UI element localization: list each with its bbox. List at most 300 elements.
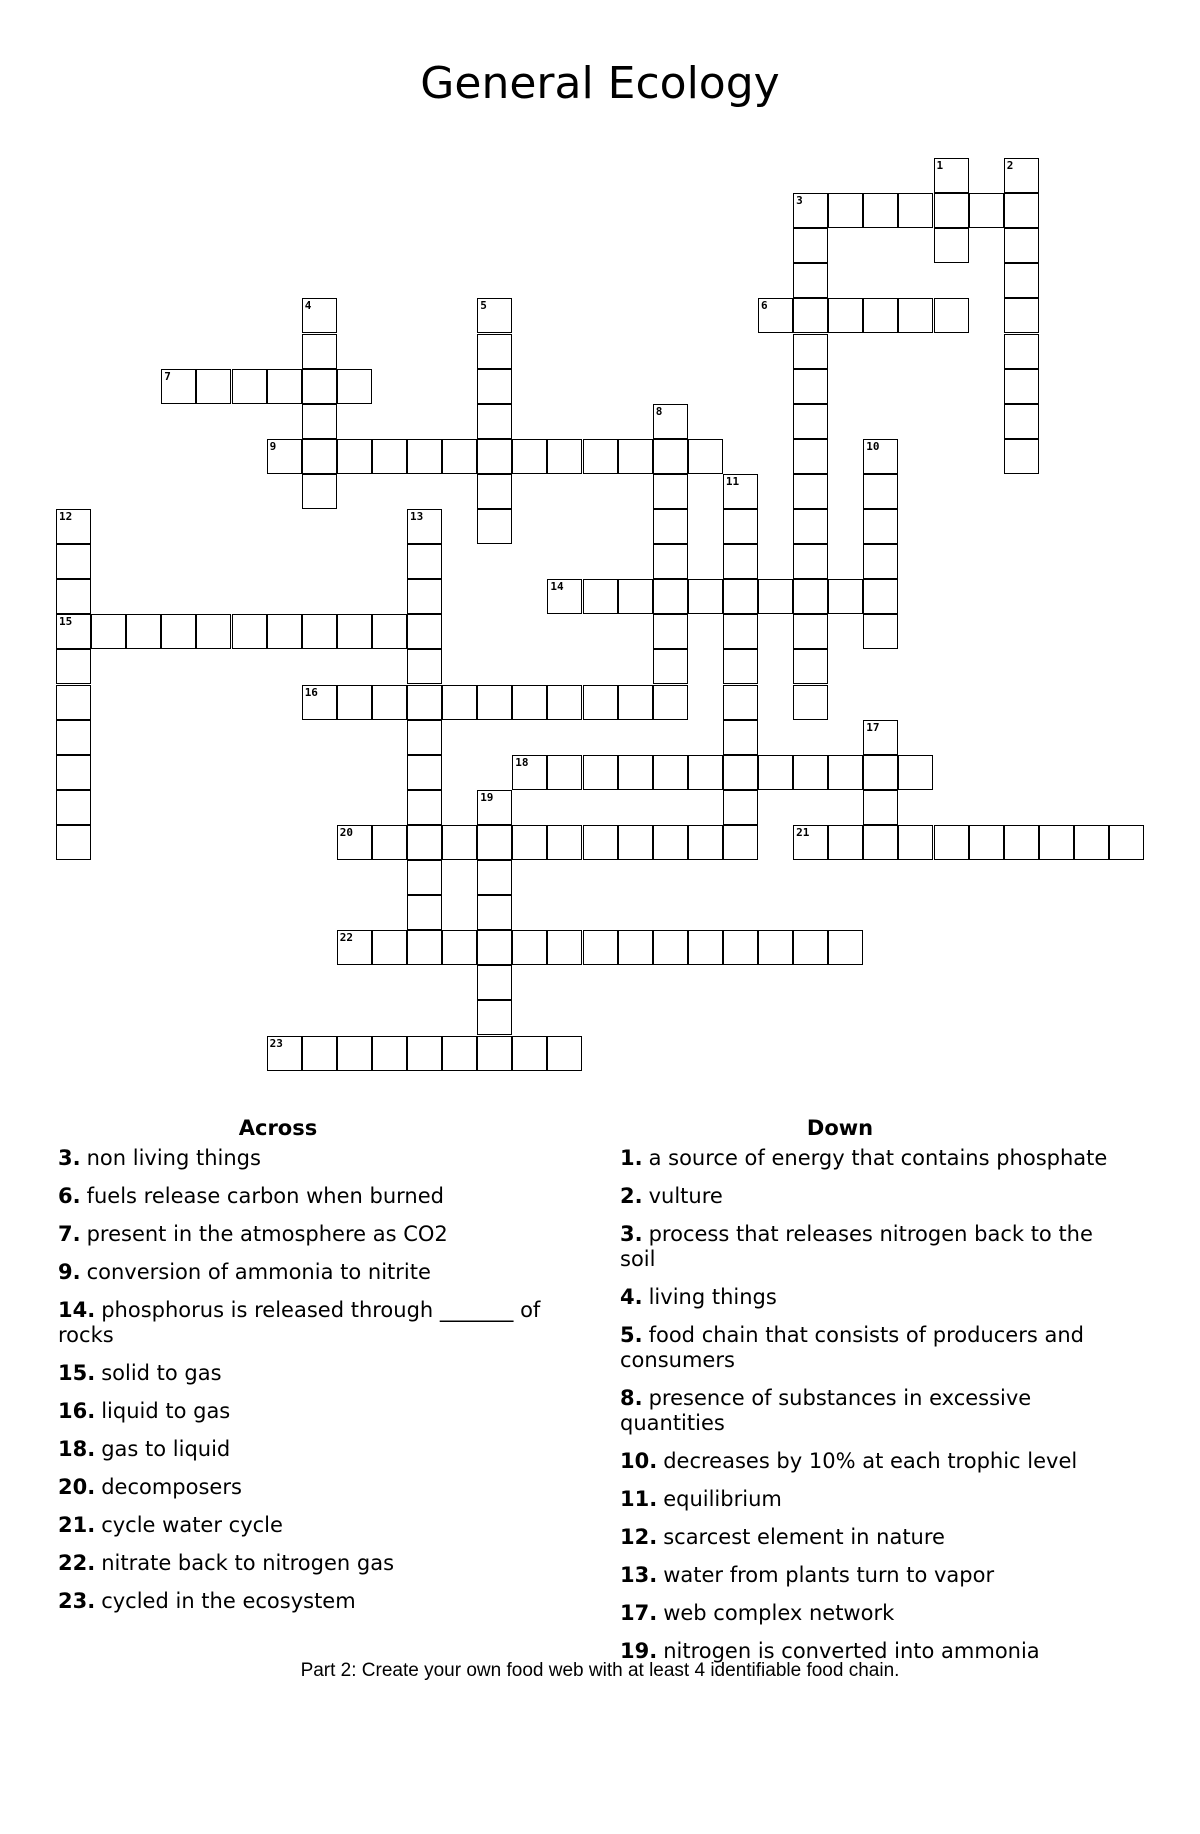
down-clues bbox=[620, 1116, 1130, 1677]
grid-cell[interactable] bbox=[898, 755, 933, 790]
clue-num: 1. bbox=[620, 1146, 643, 1170]
grid-cell[interactable] bbox=[688, 439, 723, 474]
grid-cell[interactable] bbox=[56, 614, 91, 649]
grid-cell[interactable] bbox=[863, 579, 898, 614]
grid-cell[interactable] bbox=[196, 614, 231, 649]
grid-cell[interactable] bbox=[477, 965, 512, 1000]
clue-num: 15. bbox=[58, 1361, 96, 1385]
grid-cell[interactable] bbox=[477, 439, 512, 474]
grid-cell[interactable] bbox=[793, 369, 828, 404]
grid-cell[interactable] bbox=[863, 439, 898, 474]
clue-num: 13. bbox=[620, 1563, 658, 1587]
grid-cell[interactable] bbox=[723, 755, 758, 790]
clue-text: living things bbox=[648, 1285, 777, 1309]
grid-cell[interactable] bbox=[653, 649, 688, 684]
grid-cell[interactable] bbox=[934, 825, 969, 860]
grid-cell[interactable] bbox=[547, 439, 582, 474]
clue-number: 13 bbox=[410, 510, 424, 523]
grid-cell[interactable] bbox=[828, 298, 863, 333]
grid-cell[interactable] bbox=[618, 930, 653, 965]
down-clue bbox=[620, 1285, 1120, 1310]
grid-cell[interactable] bbox=[407, 509, 442, 544]
grid-cell[interactable] bbox=[1004, 228, 1039, 263]
clue-number: 14 bbox=[550, 580, 564, 594]
grid-cell[interactable] bbox=[863, 298, 898, 333]
grid-cell[interactable] bbox=[267, 614, 302, 649]
clue-num: 8. bbox=[620, 1386, 643, 1410]
clue-text: presence of substances in excessive quantities bbox=[620, 1386, 1032, 1435]
grid-cell[interactable] bbox=[161, 614, 196, 649]
grid-cell[interactable] bbox=[1004, 158, 1039, 193]
page-title: General Ecology bbox=[420, 58, 780, 109]
grid-cell[interactable] bbox=[758, 930, 793, 965]
across-clue bbox=[58, 1298, 558, 1348]
clue-text: food chain that consists of producers and consumers bbox=[620, 1323, 1084, 1372]
down-clue bbox=[620, 1563, 1120, 1588]
clue-text: a source of energy that contains phosphate bbox=[648, 1146, 1108, 1170]
across-clue bbox=[58, 1437, 558, 1462]
grid-cell[interactable] bbox=[56, 755, 91, 790]
clue-num: 16. bbox=[58, 1399, 96, 1423]
grid-cell[interactable] bbox=[477, 895, 512, 930]
grid-cell[interactable] bbox=[898, 298, 933, 333]
grid-cell[interactable] bbox=[407, 439, 442, 474]
clue-number: 21 bbox=[796, 825, 810, 839]
grid-cell[interactable] bbox=[793, 544, 828, 579]
grid-cell[interactable] bbox=[547, 825, 582, 860]
grid-cell[interactable] bbox=[934, 193, 969, 228]
grid-cell[interactable] bbox=[372, 439, 407, 474]
grid-cell[interactable] bbox=[863, 790, 898, 825]
grid-cell[interactable] bbox=[512, 439, 547, 474]
grid-cell[interactable] bbox=[126, 614, 161, 649]
grid-cell[interactable] bbox=[547, 930, 582, 965]
down-clue bbox=[620, 1386, 1120, 1436]
grid-cell[interactable] bbox=[512, 755, 547, 790]
grid-cell[interactable] bbox=[723, 685, 758, 720]
clue-number: 4 bbox=[304, 299, 312, 313]
grid-cell[interactable] bbox=[302, 1036, 337, 1071]
grid-cell[interactable] bbox=[442, 930, 477, 965]
grid-cell[interactable] bbox=[547, 1036, 582, 1071]
grid-cell[interactable] bbox=[793, 298, 828, 333]
grid-cell[interactable] bbox=[583, 439, 618, 474]
clue-text: decreases by 10% at each trophic level bbox=[663, 1449, 1078, 1473]
grid-cell[interactable] bbox=[653, 439, 688, 474]
grid-cell[interactable] bbox=[302, 614, 337, 649]
grid-cell[interactable] bbox=[477, 685, 512, 720]
grid-cell[interactable] bbox=[302, 404, 337, 439]
grid-cell[interactable] bbox=[267, 439, 302, 474]
grid-cell[interactable] bbox=[1074, 825, 1109, 860]
grid-cell[interactable] bbox=[442, 685, 477, 720]
grid-cell[interactable] bbox=[793, 930, 828, 965]
clue-text: gas to liquid bbox=[101, 1437, 231, 1461]
grid-cell[interactable] bbox=[302, 474, 337, 509]
clue-text: water from plants turn to vapor bbox=[663, 1563, 995, 1587]
across-clue bbox=[58, 1551, 558, 1576]
grid-cell[interactable] bbox=[723, 544, 758, 579]
grid-cell[interactable] bbox=[1039, 825, 1074, 860]
clue-text: nitrogen is converted into ammonia bbox=[663, 1639, 1040, 1663]
grid-cell[interactable] bbox=[863, 755, 898, 790]
grid-cell[interactable] bbox=[583, 930, 618, 965]
clue-number: 18 bbox=[515, 755, 529, 769]
grid-cell[interactable] bbox=[56, 544, 91, 579]
grid-cell[interactable] bbox=[337, 825, 372, 860]
grid-cell[interactable] bbox=[407, 860, 442, 895]
clue-number: 1 bbox=[936, 159, 944, 172]
grid-cell[interactable] bbox=[653, 930, 688, 965]
grid-cell[interactable] bbox=[302, 298, 337, 333]
grid-cell[interactable] bbox=[337, 1036, 372, 1071]
grid-cell[interactable] bbox=[477, 474, 512, 509]
across-clue bbox=[58, 1146, 558, 1171]
grid-cell[interactable] bbox=[723, 474, 758, 509]
grid-cell[interactable] bbox=[547, 755, 582, 790]
grid-cell[interactable] bbox=[512, 1036, 547, 1071]
grid-cell[interactable] bbox=[723, 614, 758, 649]
clue-text: phosphorus is released through _______ of rocks bbox=[58, 1298, 541, 1347]
grid-cell[interactable] bbox=[653, 755, 688, 790]
grid-cell[interactable] bbox=[653, 474, 688, 509]
grid-cell[interactable] bbox=[828, 825, 863, 860]
grid-cell[interactable] bbox=[267, 1036, 302, 1071]
clue-num: 2. bbox=[620, 1184, 643, 1208]
grid-cell[interactable] bbox=[512, 930, 547, 965]
grid-cell[interactable] bbox=[1109, 825, 1144, 860]
grid-cell[interactable] bbox=[688, 579, 723, 614]
grid-cell[interactable] bbox=[477, 509, 512, 544]
clue-num: 20. bbox=[58, 1475, 96, 1499]
grid-cell[interactable] bbox=[1004, 439, 1039, 474]
grid-cell[interactable] bbox=[407, 1036, 442, 1071]
grid-cell[interactable] bbox=[407, 685, 442, 720]
grid-cell[interactable] bbox=[56, 825, 91, 860]
grid-cell[interactable] bbox=[828, 579, 863, 614]
across-clue bbox=[58, 1361, 558, 1386]
grid-cell[interactable] bbox=[56, 720, 91, 755]
grid-cell[interactable] bbox=[372, 1036, 407, 1071]
grid-cell[interactable] bbox=[723, 579, 758, 614]
grid-cell[interactable] bbox=[653, 614, 688, 649]
clue-num: 22. bbox=[58, 1551, 96, 1575]
clue-number: 15 bbox=[59, 615, 73, 629]
clue-number: 17 bbox=[866, 720, 880, 734]
grid-cell[interactable] bbox=[758, 755, 793, 790]
grid-cell[interactable] bbox=[618, 825, 653, 860]
clue-num: 9. bbox=[58, 1260, 81, 1284]
clue-text: non living things bbox=[86, 1146, 261, 1170]
grid-cell[interactable] bbox=[56, 509, 91, 544]
clue-num: 6. bbox=[58, 1184, 81, 1208]
clue-num: 23. bbox=[58, 1589, 96, 1613]
down-clue bbox=[620, 1487, 1120, 1512]
grid-cell[interactable] bbox=[477, 334, 512, 369]
grid-cell[interactable] bbox=[232, 369, 267, 404]
grid-cell[interactable] bbox=[723, 790, 758, 825]
clue-number: 12 bbox=[59, 510, 73, 523]
grid-cell[interactable] bbox=[688, 930, 723, 965]
grid-cell[interactable] bbox=[828, 193, 863, 228]
grid-cell[interactable] bbox=[793, 755, 828, 790]
grid-cell[interactable] bbox=[723, 720, 758, 755]
grid-cell[interactable] bbox=[477, 860, 512, 895]
grid-cell[interactable] bbox=[442, 1036, 477, 1071]
across-clue bbox=[58, 1513, 558, 1538]
clue-number: 5 bbox=[480, 299, 487, 313]
clue-num: 19. bbox=[620, 1639, 658, 1663]
grid-cell[interactable] bbox=[512, 685, 547, 720]
grid-cell[interactable] bbox=[618, 579, 653, 614]
grid-cell[interactable] bbox=[337, 369, 372, 404]
across-clue bbox=[58, 1399, 558, 1424]
grid-cell[interactable] bbox=[828, 930, 863, 965]
grid-cell[interactable] bbox=[793, 614, 828, 649]
across-clue bbox=[58, 1589, 558, 1614]
grid-cell[interactable] bbox=[477, 1000, 512, 1035]
grid-cell[interactable] bbox=[583, 755, 618, 790]
across-heading: Across bbox=[238, 1116, 318, 1140]
clue-text: cycled in the ecosystem bbox=[101, 1589, 356, 1613]
grid-cell[interactable] bbox=[863, 825, 898, 860]
clue-text: fuels release carbon when burned bbox=[86, 1184, 444, 1208]
grid-cell[interactable] bbox=[863, 544, 898, 579]
grid-cell[interactable] bbox=[618, 685, 653, 720]
grid-cell[interactable] bbox=[232, 614, 267, 649]
grid-cell[interactable] bbox=[337, 930, 372, 965]
grid-cell[interactable] bbox=[372, 614, 407, 649]
grid-cell[interactable] bbox=[688, 755, 723, 790]
grid-cell[interactable] bbox=[863, 509, 898, 544]
grid-cell[interactable] bbox=[477, 404, 512, 439]
grid-cell[interactable] bbox=[512, 825, 547, 860]
clue-number: 16 bbox=[304, 685, 318, 699]
grid-cell[interactable] bbox=[56, 685, 91, 720]
clue-number: 7 bbox=[164, 369, 171, 383]
clue-number: 6 bbox=[761, 299, 768, 313]
across-clue bbox=[58, 1222, 558, 1247]
grid-cell[interactable] bbox=[477, 1036, 512, 1071]
clue-number: 3 bbox=[796, 194, 803, 208]
grid-cell[interactable] bbox=[407, 579, 442, 614]
grid-cell[interactable] bbox=[583, 685, 618, 720]
clue-number: 22 bbox=[339, 931, 354, 945]
down-clue-list bbox=[620, 1146, 1130, 1664]
grid-cell[interactable] bbox=[793, 474, 828, 509]
grid-cell[interactable] bbox=[477, 298, 512, 333]
across-clue bbox=[58, 1260, 558, 1285]
down-heading: Down bbox=[806, 1116, 874, 1140]
grid-cell[interactable] bbox=[934, 298, 969, 333]
down-clue bbox=[620, 1222, 1120, 1272]
clue-number: 8 bbox=[655, 404, 663, 418]
grid-cell[interactable] bbox=[91, 614, 126, 649]
grid-cell[interactable] bbox=[302, 334, 337, 369]
clue-text: decomposers bbox=[101, 1475, 242, 1499]
clue-text: nitrate back to nitrogen gas bbox=[101, 1551, 395, 1575]
grid-cell[interactable] bbox=[1004, 404, 1039, 439]
grid-cell[interactable] bbox=[407, 544, 442, 579]
grid-cell[interactable] bbox=[653, 579, 688, 614]
grid-cell[interactable] bbox=[337, 685, 372, 720]
clue-num: 12. bbox=[620, 1525, 658, 1549]
grid-cell[interactable] bbox=[653, 544, 688, 579]
clue-text: scarcest element in nature bbox=[663, 1525, 945, 1549]
grid-cell[interactable] bbox=[934, 158, 969, 193]
down-clue bbox=[620, 1184, 1120, 1209]
grid-cell[interactable] bbox=[723, 509, 758, 544]
grid-cell[interactable] bbox=[477, 790, 512, 825]
clue-num: 7. bbox=[58, 1222, 81, 1246]
grid-cell[interactable] bbox=[723, 825, 758, 860]
grid-cell[interactable] bbox=[723, 649, 758, 684]
grid-cell[interactable] bbox=[653, 685, 688, 720]
grid-cell[interactable] bbox=[196, 369, 231, 404]
grid-cell[interactable] bbox=[477, 930, 512, 965]
grid-cell[interactable] bbox=[723, 930, 758, 965]
grid-cell[interactable] bbox=[372, 825, 407, 860]
clue-number: 20 bbox=[339, 825, 354, 839]
grid-cell[interactable] bbox=[688, 825, 723, 860]
grid-cell[interactable] bbox=[618, 755, 653, 790]
grid-cell[interactable] bbox=[863, 193, 898, 228]
grid-cell[interactable] bbox=[653, 825, 688, 860]
grid-cell[interactable] bbox=[969, 825, 1004, 860]
grid-cell[interactable] bbox=[793, 649, 828, 684]
grid-cell[interactable] bbox=[1004, 369, 1039, 404]
grid-cell[interactable] bbox=[302, 685, 337, 720]
clue-num: 14. bbox=[58, 1298, 96, 1322]
across-clues bbox=[58, 1116, 568, 1627]
grid-cell[interactable] bbox=[793, 439, 828, 474]
grid-cell[interactable] bbox=[828, 755, 863, 790]
grid-cell[interactable] bbox=[863, 614, 898, 649]
grid-cell[interactable] bbox=[267, 369, 302, 404]
grid-cell[interactable] bbox=[898, 825, 933, 860]
grid-cell[interactable] bbox=[372, 685, 407, 720]
grid-cell[interactable] bbox=[477, 369, 512, 404]
across-clue-list bbox=[58, 1146, 568, 1614]
grid-cell[interactable] bbox=[583, 579, 618, 614]
grid-cell[interactable] bbox=[1004, 193, 1039, 228]
clue-number: 23 bbox=[269, 1036, 283, 1050]
grid-cell[interactable] bbox=[793, 263, 828, 298]
grid-cell[interactable] bbox=[793, 685, 828, 720]
part2-instructions: Part 2: Create your own food web with at least 4 identifiable food chain. bbox=[300, 1660, 900, 1681]
grid-cell[interactable] bbox=[161, 369, 196, 404]
grid-cell[interactable] bbox=[407, 790, 442, 825]
down-clue bbox=[620, 1449, 1120, 1474]
grid-cell[interactable] bbox=[653, 404, 688, 439]
clue-num: 17. bbox=[620, 1601, 658, 1625]
grid-cell[interactable] bbox=[407, 895, 442, 930]
grid-cell[interactable] bbox=[442, 825, 477, 860]
crossword-grid bbox=[56, 158, 1156, 1078]
grid-cell[interactable] bbox=[793, 579, 828, 614]
grid-cell[interactable] bbox=[1004, 334, 1039, 369]
clue-num: 5. bbox=[620, 1323, 643, 1347]
down-clue bbox=[620, 1146, 1120, 1171]
grid-cell[interactable] bbox=[653, 509, 688, 544]
grid-cell[interactable] bbox=[302, 439, 337, 474]
grid-cell[interactable] bbox=[1004, 825, 1039, 860]
grid-cell[interactable] bbox=[758, 579, 793, 614]
down-clue bbox=[620, 1323, 1120, 1373]
clue-num: 18. bbox=[58, 1437, 96, 1461]
grid-cell[interactable] bbox=[407, 649, 442, 684]
grid-cell[interactable] bbox=[934, 228, 969, 263]
grid-cell[interactable] bbox=[1004, 263, 1039, 298]
grid-cell[interactable] bbox=[56, 649, 91, 684]
grid-cell[interactable] bbox=[547, 579, 582, 614]
grid-cell[interactable] bbox=[302, 369, 337, 404]
grid-cell[interactable] bbox=[337, 614, 372, 649]
grid-cell[interactable] bbox=[583, 825, 618, 860]
across-clue bbox=[58, 1475, 558, 1500]
clue-text: liquid to gas bbox=[101, 1399, 231, 1423]
grid-cell[interactable] bbox=[407, 755, 442, 790]
grid-cell[interactable] bbox=[407, 720, 442, 755]
across-clue bbox=[58, 1184, 558, 1209]
clue-text: cycle water cycle bbox=[101, 1513, 283, 1537]
clue-number: 19 bbox=[480, 790, 494, 804]
clue-num: 4. bbox=[620, 1285, 643, 1309]
grid-cell[interactable] bbox=[969, 193, 1004, 228]
clue-text: vulture bbox=[648, 1184, 723, 1208]
down-clue bbox=[620, 1601, 1120, 1626]
grid-cell[interactable] bbox=[56, 790, 91, 825]
clue-number: 9 bbox=[269, 439, 277, 453]
grid-cell[interactable] bbox=[56, 579, 91, 614]
down-clue bbox=[620, 1525, 1120, 1550]
grid-cell[interactable] bbox=[863, 720, 898, 755]
grid-cell[interactable] bbox=[407, 825, 442, 860]
grid-cell[interactable] bbox=[442, 439, 477, 474]
clue-text: process that releases nitrogen back to the soil bbox=[620, 1222, 1093, 1271]
grid-cell[interactable] bbox=[1004, 298, 1039, 333]
grid-cell[interactable] bbox=[407, 614, 442, 649]
grid-cell[interactable] bbox=[758, 298, 793, 333]
grid-cell[interactable] bbox=[863, 474, 898, 509]
grid-cell[interactable] bbox=[372, 930, 407, 965]
clue-number: 11 bbox=[725, 474, 740, 488]
grid-cell[interactable] bbox=[618, 439, 653, 474]
clue-text: equilibrium bbox=[663, 1487, 782, 1511]
grid-cell[interactable] bbox=[407, 930, 442, 965]
grid-cell[interactable] bbox=[547, 685, 582, 720]
clue-text: solid to gas bbox=[101, 1361, 222, 1385]
grid-cell[interactable] bbox=[898, 193, 933, 228]
grid-cell[interactable] bbox=[477, 825, 512, 860]
grid-cell[interactable] bbox=[793, 404, 828, 439]
clue-num: 3. bbox=[58, 1146, 81, 1170]
grid-cell[interactable] bbox=[793, 509, 828, 544]
clue-text: conversion of ammonia to nitrite bbox=[86, 1260, 431, 1284]
grid-cell[interactable] bbox=[793, 193, 828, 228]
clue-num: 11. bbox=[620, 1487, 658, 1511]
grid-cell[interactable] bbox=[793, 825, 828, 860]
grid-cell[interactable] bbox=[793, 334, 828, 369]
clue-num: 3. bbox=[620, 1222, 643, 1246]
clue-number: 2 bbox=[1006, 159, 1014, 172]
grid-cell[interactable] bbox=[337, 439, 372, 474]
clue-text: web complex network bbox=[663, 1601, 895, 1625]
clue-number: 10 bbox=[866, 439, 880, 453]
clue-num: 10. bbox=[620, 1449, 658, 1473]
clue-text: present in the atmosphere as CO2 bbox=[86, 1222, 448, 1246]
grid-cell[interactable] bbox=[793, 228, 828, 263]
